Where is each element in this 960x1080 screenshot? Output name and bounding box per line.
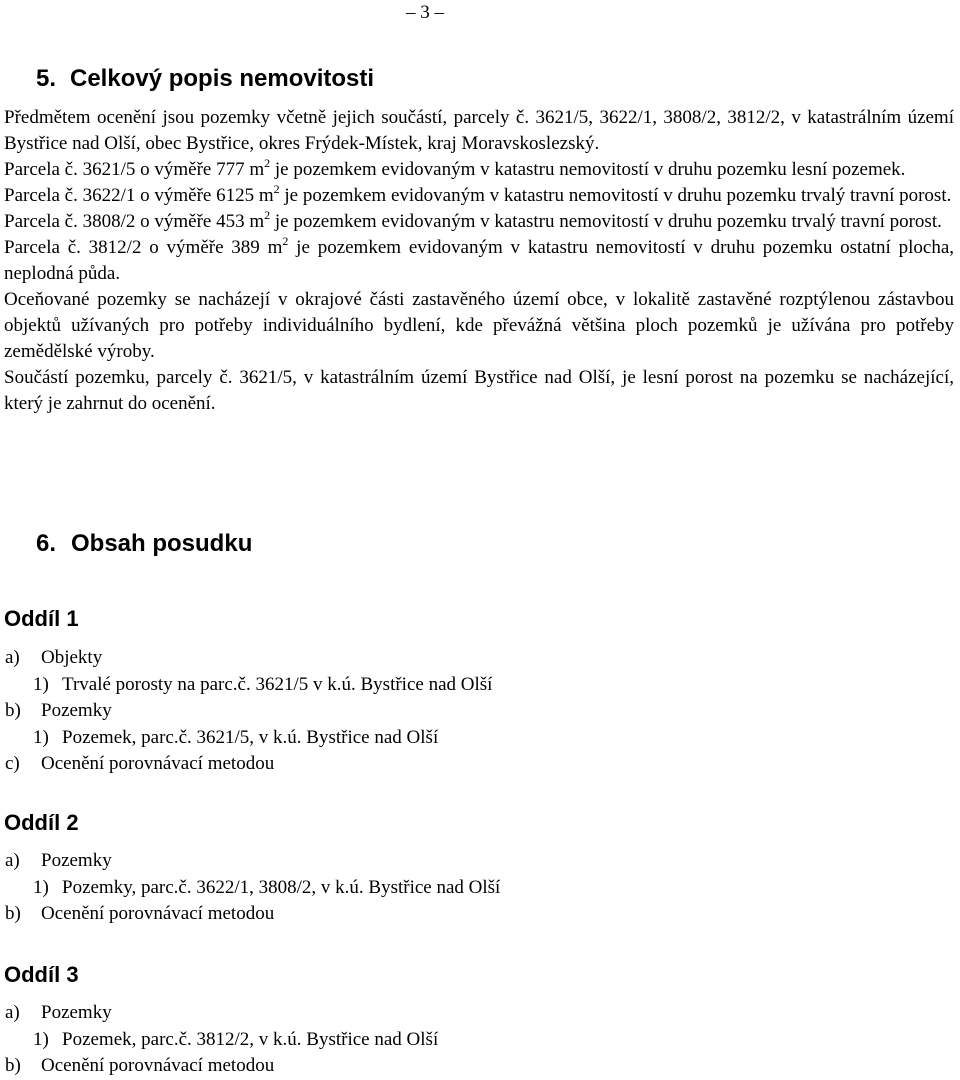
parcel-paragraph-2: Parcela č. 3622/1 o výměře 6125 $m^2$ je pozemkem evidovaným v katastru nemovitostí v druhu pozemku trvalý travní porost. bbox=[4, 181, 952, 206]
list-item: 1) Trvalé porosty na parc.č. 3621/5 v k.ú. Bystřice nad Olší bbox=[33, 673, 493, 695]
oddil-3-title: Oddíl 3 bbox=[4, 962, 79, 987]
list-item: 1) Pozemky, parc.č. 3622/1, 3808/2, v k.ú. Bystřice nad Olší bbox=[33, 876, 501, 898]
oddil-1-title: Oddíl 1 bbox=[4, 606, 79, 631]
list-item: a) Pozemky bbox=[5, 1002, 112, 1023]
section-5-heading bbox=[36, 65, 374, 93]
list-item: a) Pozemky bbox=[5, 850, 112, 871]
list-item: 1) Pozemek, parc.č. 3621/5, v k.ú. Bystřice nad Olší bbox=[33, 726, 439, 748]
section-5-title: Celkový popis nemovitosti bbox=[70, 65, 375, 92]
section-6-title: Obsah posudku bbox=[71, 530, 253, 557]
section-6-number: 6. bbox=[36, 530, 57, 557]
intro-paragraph: Předmětem ocenění jsou pozemky včetně jejich součástí, parcely č. 3621/5, 3622/1, 3808/2, 3812/2, v katastrálním území Bystřice nad Olší, obec Bystřice, okres Frýdek-Místek, kraj Moravskoslezský. bbox=[4, 107, 954, 154]
section-5-body bbox=[4, 105, 954, 417]
page-number: – 3 – bbox=[406, 2, 444, 23]
list-item: a) Objekty bbox=[5, 647, 103, 668]
list-item: b) Ocenění porovnávací metodou bbox=[5, 903, 275, 924]
parcel-paragraph-4: Parcela č. 3812/2 o výměře 389 $m^2$ je pozemkem evidovaným v katastru nemovitostí v druhu pozemku ostatní plocha, neplodná půda. bbox=[4, 233, 955, 284]
parcel-paragraph-1: Parcela č. 3621/5 o výměře 777 $m^2$ je pozemkem evidovaným v katastru nemovitostí v druhu pozemku lesní pozemek. bbox=[4, 155, 906, 180]
section-5-number: 5. bbox=[36, 65, 57, 92]
oddil-2-list bbox=[4, 848, 500, 928]
oddil-3-list bbox=[4, 1000, 438, 1080]
list-item: b) Pozemky bbox=[5, 700, 112, 721]
component-paragraph: Součástí pozemku, parcely č. 3621/5, v katastrálním území Bystřice nad Olší, je lesní porost na pozemku se nacházející, který je zahrnut do ocenění. bbox=[4, 367, 954, 414]
list-item: b) Ocenění porovnávací metodou bbox=[5, 1055, 275, 1076]
section-6-heading bbox=[36, 530, 252, 558]
list-item: 1) Pozemek, parc.č. 3812/2, v k.ú. Bystřice nad Olší bbox=[33, 1028, 439, 1050]
oddil-2-title: Oddíl 2 bbox=[4, 810, 79, 835]
location-paragraph: Oceňované pozemky se nacházejí v okrajové části zastavěného území obce, v lokalitě zastavěné rozptýlenou zástavbou objektů užívaných pro potřeby individuálního bydlení, kde převážná většina ploch pozemků je užívána pro potřeby zemědělské výroby. bbox=[4, 289, 954, 362]
parcel-paragraph-3: Parcela č. 3808/2 o výměře 453 $m^2$ je pozemkem evidovaným v katastru nemovitostí v druhu pozemku trvalý travní porost. bbox=[4, 207, 942, 232]
list-item: c) Ocenění porovnávací metodou bbox=[5, 753, 275, 774]
oddil-1-list bbox=[4, 645, 492, 778]
